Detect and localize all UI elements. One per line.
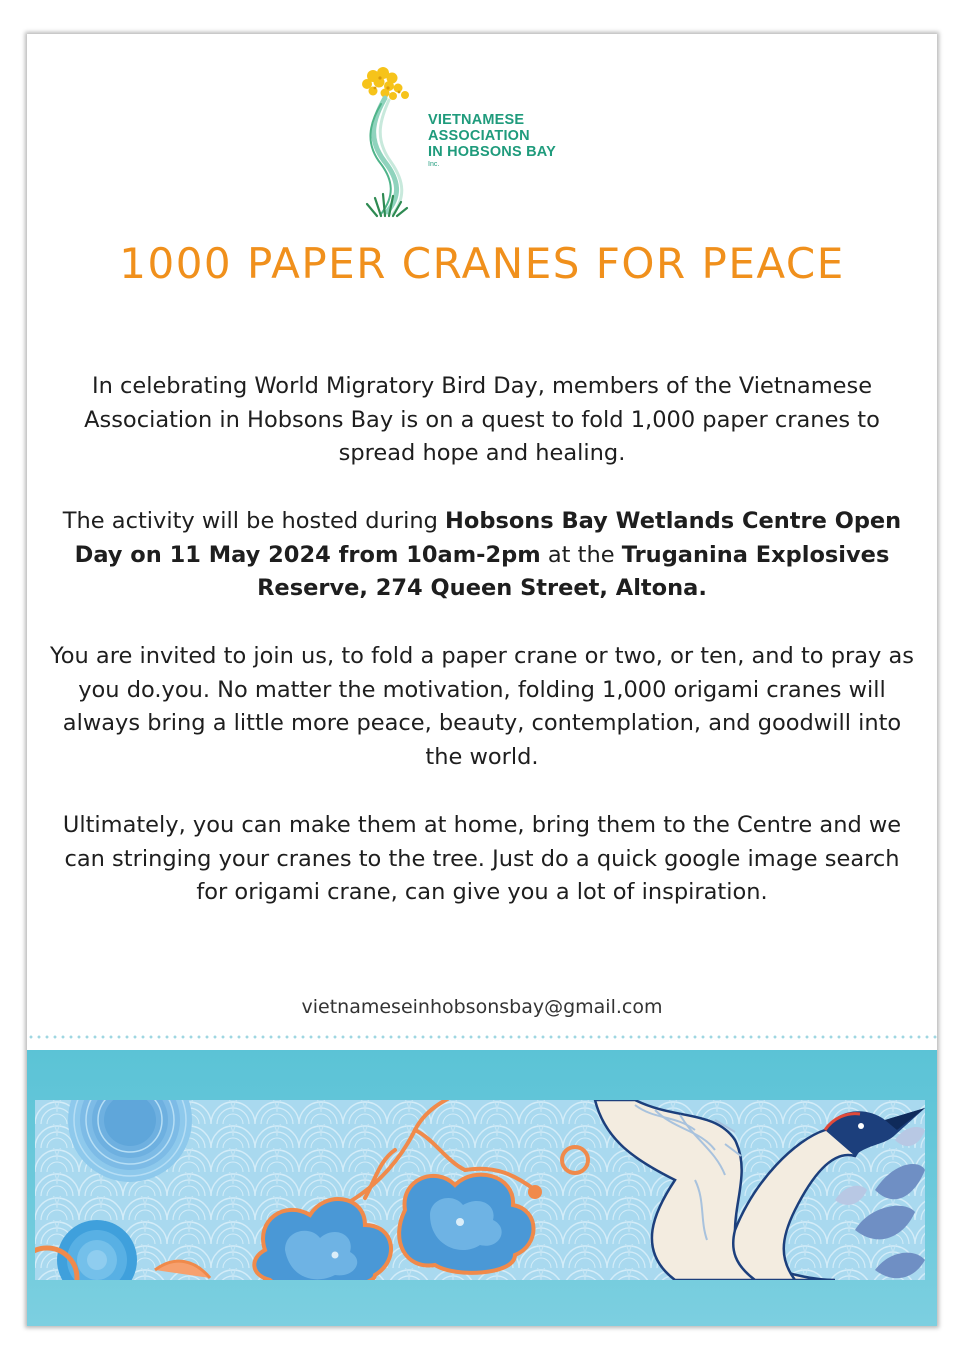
invitation-paragraph: You are invited to join us, to fold a paper crane or two, or ten, and to pray as you do.you. No matter the motivation, folding 1,000 origami cranes will always bring a little more peace, beauty, contemplation, and goodwill into the world. [49, 643, 915, 770]
event-details-paragraph [47, 505, 917, 606]
crane-artwork [35, 1100, 925, 1280]
flower-emblem-icon [335, 64, 425, 224]
crane-illustration-icon [35, 1100, 925, 1280]
decorative-banner [27, 1050, 937, 1326]
org-name-line-3: IN HOBSONS BAY [428, 144, 556, 160]
dotted-divider [27, 1034, 937, 1040]
instructions-paragraph: Ultimately, you can make them at home, bring them to the Centre and we can stringing your cranes to the tree. Just do a quick google image search for origami crane, can give you a lot of inspiration. [62, 812, 902, 905]
flyer-title: 1000 PAPER CRANES FOR PEACE [119, 239, 845, 288]
organization-name [428, 112, 556, 160]
intro-paragraph: In celebrating World Migratory Bird Day, members of the Vietnamese Association in Hobsons Bay is on a quest to fold 1,000 paper cranes to spread hope and healing. [84, 373, 880, 466]
event-location: Truganina Explosives Reserve, 274 Queen Street, Altona. [257, 541, 890, 601]
org-name-line-1: VIETNAMESE [428, 112, 525, 128]
contact-email[interactable]: vietnameseinhobsonsbay@gmail.com [301, 996, 663, 1018]
organization-logo [335, 64, 595, 224]
flyer-page [27, 34, 937, 1326]
org-inc-label: Inc. [428, 161, 440, 168]
event-details-text-1: The activity will be hosted during [62, 508, 446, 534]
event-details-text-2: at the [540, 541, 622, 568]
org-name-line-2: ASSOCIATION [428, 128, 530, 144]
event-name-date-time: Hobsons Bay Wetlands Centre Open Day on 11 May 2024 from 10am-2pm [74, 508, 902, 568]
